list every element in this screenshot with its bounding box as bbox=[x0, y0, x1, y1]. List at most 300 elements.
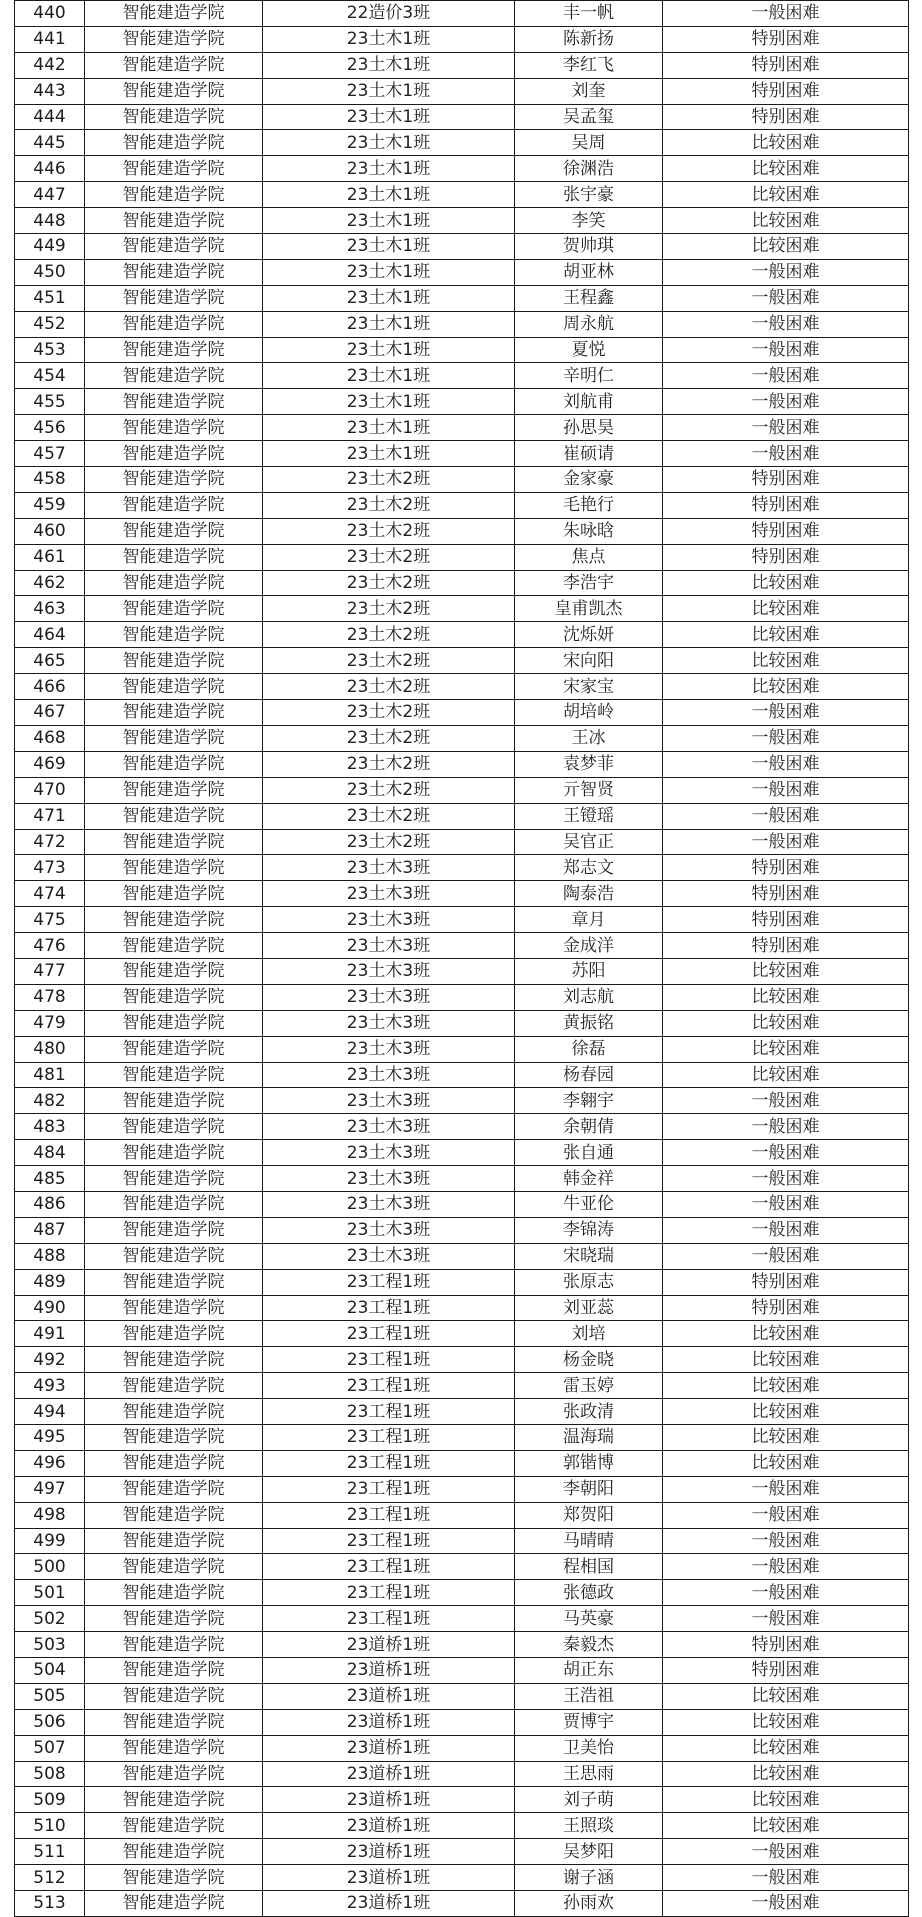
name-cell: 贺帅琪 bbox=[515, 234, 663, 260]
class-cell: 23土木3班 bbox=[263, 1166, 515, 1192]
table-row bbox=[15, 1813, 909, 1839]
difficulty-level-cell: 特别困难 bbox=[663, 26, 909, 52]
name-cell: 刘子萌 bbox=[515, 1787, 663, 1813]
name-cell: 马英豪 bbox=[515, 1606, 663, 1632]
row-number-cell: 492 bbox=[15, 1347, 85, 1373]
row-number-cell: 502 bbox=[15, 1606, 85, 1632]
row-number-cell: 488 bbox=[15, 1243, 85, 1269]
row-number-cell: 479 bbox=[15, 1010, 85, 1036]
class-cell: 23土木3班 bbox=[263, 1010, 515, 1036]
row-number-cell: 507 bbox=[15, 1735, 85, 1761]
college-cell: 智能建造学院 bbox=[85, 648, 263, 674]
name-cell: 陈新扬 bbox=[515, 26, 663, 52]
class-cell: 23土木3班 bbox=[263, 1243, 515, 1269]
difficulty-level-cell: 特别困难 bbox=[663, 104, 909, 130]
table-row bbox=[15, 130, 909, 156]
difficulty-level-cell: 一般困难 bbox=[663, 751, 909, 777]
table-row bbox=[15, 1166, 909, 1192]
table-row bbox=[15, 1321, 909, 1347]
row-number-cell: 494 bbox=[15, 1399, 85, 1425]
college-cell: 智能建造学院 bbox=[85, 1010, 263, 1036]
difficulty-level-cell: 一般困难 bbox=[663, 389, 909, 415]
difficulty-level-cell: 比较困难 bbox=[663, 1036, 909, 1062]
table-row bbox=[15, 1347, 909, 1373]
table-row bbox=[15, 544, 909, 570]
name-cell: 贾博宇 bbox=[515, 1709, 663, 1735]
name-cell: 周永航 bbox=[515, 311, 663, 337]
row-number-cell: 445 bbox=[15, 130, 85, 156]
class-cell: 23土木1班 bbox=[263, 156, 515, 182]
college-cell: 智能建造学院 bbox=[85, 1140, 263, 1166]
college-cell: 智能建造学院 bbox=[85, 1476, 263, 1502]
name-cell: 余朝倩 bbox=[515, 1114, 663, 1140]
difficulty-level-cell: 一般困难 bbox=[663, 725, 909, 751]
college-cell: 智能建造学院 bbox=[85, 1839, 263, 1865]
college-cell: 智能建造学院 bbox=[85, 1062, 263, 1088]
difficulty-level-cell: 一般困难 bbox=[663, 1, 909, 27]
table-row bbox=[15, 1865, 909, 1891]
college-cell: 智能建造学院 bbox=[85, 777, 263, 803]
name-cell: 孙雨欢 bbox=[515, 1891, 663, 1917]
class-cell: 23道桥1班 bbox=[263, 1813, 515, 1839]
difficulty-level-cell: 比较困难 bbox=[663, 958, 909, 984]
class-cell: 23道桥1班 bbox=[263, 1865, 515, 1891]
table-row bbox=[15, 492, 909, 518]
table-row bbox=[15, 674, 909, 700]
difficulty-level-cell: 一般困难 bbox=[663, 311, 909, 337]
row-number-cell: 484 bbox=[15, 1140, 85, 1166]
college-cell: 智能建造学院 bbox=[85, 829, 263, 855]
name-cell: 李锦涛 bbox=[515, 1217, 663, 1243]
class-cell: 23土木3班 bbox=[263, 1114, 515, 1140]
row-number-cell: 440 bbox=[15, 1, 85, 27]
class-cell: 23土木3班 bbox=[263, 907, 515, 933]
row-number-cell: 490 bbox=[15, 1295, 85, 1321]
class-cell: 23土木1班 bbox=[263, 441, 515, 467]
name-cell: 刘奎 bbox=[515, 78, 663, 104]
table-row bbox=[15, 984, 909, 1010]
difficulty-level-cell: 一般困难 bbox=[663, 1891, 909, 1917]
college-cell: 智能建造学院 bbox=[85, 1683, 263, 1709]
college-cell: 智能建造学院 bbox=[85, 208, 263, 234]
name-cell: 宋晓瑞 bbox=[515, 1243, 663, 1269]
name-cell: 金成洋 bbox=[515, 933, 663, 959]
class-cell: 23土木2班 bbox=[263, 803, 515, 829]
name-cell: 吴梦阳 bbox=[515, 1839, 663, 1865]
name-cell: 郭锴博 bbox=[515, 1450, 663, 1476]
row-number-cell: 471 bbox=[15, 803, 85, 829]
table-row bbox=[15, 1476, 909, 1502]
name-cell: 郑贺阳 bbox=[515, 1502, 663, 1528]
row-number-cell: 506 bbox=[15, 1709, 85, 1735]
name-cell: 袁梦菲 bbox=[515, 751, 663, 777]
difficulty-level-cell: 一般困难 bbox=[663, 1217, 909, 1243]
college-cell: 智能建造学院 bbox=[85, 78, 263, 104]
difficulty-level-cell: 一般困难 bbox=[663, 700, 909, 726]
row-number-cell: 477 bbox=[15, 958, 85, 984]
college-cell: 智能建造学院 bbox=[85, 751, 263, 777]
college-cell: 智能建造学院 bbox=[85, 1321, 263, 1347]
table-row bbox=[15, 1114, 909, 1140]
name-cell: 程相国 bbox=[515, 1554, 663, 1580]
class-cell: 23土木2班 bbox=[263, 570, 515, 596]
class-cell: 23土木1班 bbox=[263, 415, 515, 441]
college-cell: 智能建造学院 bbox=[85, 596, 263, 622]
table-row bbox=[15, 1761, 909, 1787]
name-cell: 杨金晓 bbox=[515, 1347, 663, 1373]
college-cell: 智能建造学院 bbox=[85, 1243, 263, 1269]
college-cell: 智能建造学院 bbox=[85, 1813, 263, 1839]
difficulty-level-cell: 比较困难 bbox=[663, 1010, 909, 1036]
row-number-cell: 449 bbox=[15, 234, 85, 260]
row-number-cell: 460 bbox=[15, 518, 85, 544]
difficulty-level-cell: 特别困难 bbox=[663, 467, 909, 493]
name-cell: 刘航甫 bbox=[515, 389, 663, 415]
table-row bbox=[15, 104, 909, 130]
difficulty-level-cell: 一般困难 bbox=[663, 1166, 909, 1192]
row-number-cell: 501 bbox=[15, 1580, 85, 1606]
row-number-cell: 499 bbox=[15, 1528, 85, 1554]
row-number-cell: 476 bbox=[15, 933, 85, 959]
name-cell: 孙思昊 bbox=[515, 415, 663, 441]
row-number-cell: 472 bbox=[15, 829, 85, 855]
difficulty-level-cell: 一般困难 bbox=[663, 803, 909, 829]
row-number-cell: 452 bbox=[15, 311, 85, 337]
table-row bbox=[15, 415, 909, 441]
table-row bbox=[15, 259, 909, 285]
name-cell: 谢子涵 bbox=[515, 1865, 663, 1891]
college-cell: 智能建造学院 bbox=[85, 311, 263, 337]
name-cell: 胡正东 bbox=[515, 1658, 663, 1684]
name-cell: 徐磊 bbox=[515, 1036, 663, 1062]
difficulty-level-cell: 特别困难 bbox=[663, 78, 909, 104]
table-row bbox=[15, 1735, 909, 1761]
college-cell: 智能建造学院 bbox=[85, 1606, 263, 1632]
name-cell: 张政清 bbox=[515, 1399, 663, 1425]
college-cell: 智能建造学院 bbox=[85, 1891, 263, 1917]
difficulty-level-cell: 比较困难 bbox=[663, 234, 909, 260]
row-number-cell: 498 bbox=[15, 1502, 85, 1528]
name-cell: 辛明仁 bbox=[515, 363, 663, 389]
table-row bbox=[15, 725, 909, 751]
table-row bbox=[15, 1269, 909, 1295]
table-row bbox=[15, 751, 909, 777]
row-number-cell: 495 bbox=[15, 1424, 85, 1450]
name-cell: 黄振铭 bbox=[515, 1010, 663, 1036]
class-cell: 23土木3班 bbox=[263, 1036, 515, 1062]
class-cell: 23土木2班 bbox=[263, 829, 515, 855]
name-cell: 王照琰 bbox=[515, 1813, 663, 1839]
row-number-cell: 450 bbox=[15, 259, 85, 285]
table-row bbox=[15, 1528, 909, 1554]
difficulty-level-cell: 一般困难 bbox=[663, 441, 909, 467]
table-row bbox=[15, 1554, 909, 1580]
row-number-cell: 469 bbox=[15, 751, 85, 777]
class-cell: 23土木1班 bbox=[263, 234, 515, 260]
college-cell: 智能建造学院 bbox=[85, 1502, 263, 1528]
name-cell: 李红飞 bbox=[515, 52, 663, 78]
row-number-cell: 470 bbox=[15, 777, 85, 803]
class-cell: 23土木1班 bbox=[263, 285, 515, 311]
class-cell: 23工程1班 bbox=[263, 1450, 515, 1476]
table-row bbox=[15, 208, 909, 234]
college-cell: 智能建造学院 bbox=[85, 1865, 263, 1891]
college-cell: 智能建造学院 bbox=[85, 492, 263, 518]
table-row bbox=[15, 958, 909, 984]
table-row bbox=[15, 1, 909, 27]
difficulty-level-cell: 一般困难 bbox=[663, 337, 909, 363]
difficulty-level-cell: 比较困难 bbox=[663, 1735, 909, 1761]
college-cell: 智能建造学院 bbox=[85, 700, 263, 726]
college-cell: 智能建造学院 bbox=[85, 518, 263, 544]
name-cell: 夏悦 bbox=[515, 337, 663, 363]
difficulty-level-cell: 比较困难 bbox=[663, 1321, 909, 1347]
name-cell: 王冰 bbox=[515, 725, 663, 751]
name-cell: 金家豪 bbox=[515, 467, 663, 493]
college-cell: 智能建造学院 bbox=[85, 130, 263, 156]
difficulty-level-cell: 一般困难 bbox=[663, 1606, 909, 1632]
table-row bbox=[15, 1580, 909, 1606]
name-cell: 韩金祥 bbox=[515, 1166, 663, 1192]
class-cell: 23工程1班 bbox=[263, 1528, 515, 1554]
college-cell: 智能建造学院 bbox=[85, 984, 263, 1010]
table-row bbox=[15, 1787, 909, 1813]
table-row bbox=[15, 648, 909, 674]
name-cell: 刘亚蕊 bbox=[515, 1295, 663, 1321]
class-cell: 23土木2班 bbox=[263, 518, 515, 544]
difficulty-level-cell: 一般困难 bbox=[663, 363, 909, 389]
row-number-cell: 491 bbox=[15, 1321, 85, 1347]
difficulty-level-cell: 比较困难 bbox=[663, 648, 909, 674]
college-cell: 智能建造学院 bbox=[85, 933, 263, 959]
class-cell: 23土木3班 bbox=[263, 881, 515, 907]
college-cell: 智能建造学院 bbox=[85, 1269, 263, 1295]
college-cell: 智能建造学院 bbox=[85, 104, 263, 130]
difficulty-level-cell: 一般困难 bbox=[663, 1865, 909, 1891]
table-row bbox=[15, 285, 909, 311]
row-number-cell: 486 bbox=[15, 1191, 85, 1217]
table-row bbox=[15, 1424, 909, 1450]
name-cell: 章月 bbox=[515, 907, 663, 933]
table-row bbox=[15, 1502, 909, 1528]
table-row bbox=[15, 337, 909, 363]
difficulty-level-cell: 一般困难 bbox=[663, 259, 909, 285]
row-number-cell: 463 bbox=[15, 596, 85, 622]
row-number-cell: 483 bbox=[15, 1114, 85, 1140]
difficulty-level-cell: 比较困难 bbox=[663, 182, 909, 208]
name-cell: 李朝阳 bbox=[515, 1476, 663, 1502]
difficulty-level-cell: 比较困难 bbox=[663, 1424, 909, 1450]
class-cell: 23道桥1班 bbox=[263, 1709, 515, 1735]
college-cell: 智能建造学院 bbox=[85, 363, 263, 389]
table-row bbox=[15, 1450, 909, 1476]
name-cell: 皇甫凯杰 bbox=[515, 596, 663, 622]
college-cell: 智能建造学院 bbox=[85, 1166, 263, 1192]
table-row bbox=[15, 803, 909, 829]
row-number-cell: 478 bbox=[15, 984, 85, 1010]
difficulty-level-cell: 比较困难 bbox=[663, 1062, 909, 1088]
difficulty-level-cell: 特别困难 bbox=[663, 492, 909, 518]
row-number-cell: 481 bbox=[15, 1062, 85, 1088]
table-row bbox=[15, 1683, 909, 1709]
college-cell: 智能建造学院 bbox=[85, 803, 263, 829]
name-cell: 焦点 bbox=[515, 544, 663, 570]
name-cell: 张原志 bbox=[515, 1269, 663, 1295]
difficulty-level-cell: 一般困难 bbox=[663, 415, 909, 441]
name-cell: 宋家宝 bbox=[515, 674, 663, 700]
difficulty-level-cell: 特别困难 bbox=[663, 1295, 909, 1321]
college-cell: 智能建造学院 bbox=[85, 1036, 263, 1062]
table-row bbox=[15, 1088, 909, 1114]
row-number-cell: 474 bbox=[15, 881, 85, 907]
table-row bbox=[15, 881, 909, 907]
difficulty-level-cell: 一般困难 bbox=[663, 1114, 909, 1140]
row-number-cell: 459 bbox=[15, 492, 85, 518]
row-number-cell: 447 bbox=[15, 182, 85, 208]
college-cell: 智能建造学院 bbox=[85, 285, 263, 311]
difficulty-level-cell: 一般困难 bbox=[663, 1554, 909, 1580]
table-row bbox=[15, 1243, 909, 1269]
row-number-cell: 509 bbox=[15, 1787, 85, 1813]
difficulty-level-cell: 一般困难 bbox=[663, 1088, 909, 1114]
name-cell: 王镫瑶 bbox=[515, 803, 663, 829]
difficulty-level-cell: 比较困难 bbox=[663, 1373, 909, 1399]
row-number-cell: 443 bbox=[15, 78, 85, 104]
difficulty-level-cell: 特别困难 bbox=[663, 544, 909, 570]
difficulty-level-cell: 特别困难 bbox=[663, 907, 909, 933]
name-cell: 李浩宇 bbox=[515, 570, 663, 596]
row-number-cell: 468 bbox=[15, 725, 85, 751]
difficulty-level-cell: 比较困难 bbox=[663, 570, 909, 596]
college-cell: 智能建造学院 bbox=[85, 26, 263, 52]
college-cell: 智能建造学院 bbox=[85, 907, 263, 933]
row-number-cell: 475 bbox=[15, 907, 85, 933]
table-row bbox=[15, 52, 909, 78]
table-row bbox=[15, 1839, 909, 1865]
name-cell: 李笑 bbox=[515, 208, 663, 234]
difficulty-level-cell: 比较困难 bbox=[663, 1399, 909, 1425]
row-number-cell: 467 bbox=[15, 700, 85, 726]
table-row bbox=[15, 78, 909, 104]
college-cell: 智能建造学院 bbox=[85, 1632, 263, 1658]
name-cell: 刘志航 bbox=[515, 984, 663, 1010]
class-cell: 23道桥1班 bbox=[263, 1761, 515, 1787]
class-cell: 23土木2班 bbox=[263, 777, 515, 803]
class-cell: 23土木3班 bbox=[263, 1217, 515, 1243]
difficulty-level-cell: 一般困难 bbox=[663, 777, 909, 803]
class-cell: 23道桥1班 bbox=[263, 1658, 515, 1684]
row-number-cell: 480 bbox=[15, 1036, 85, 1062]
table-row bbox=[15, 1373, 909, 1399]
difficulty-level-cell: 比较困难 bbox=[663, 1761, 909, 1787]
table-row bbox=[15, 829, 909, 855]
class-cell: 23工程1班 bbox=[263, 1269, 515, 1295]
college-cell: 智能建造学院 bbox=[85, 570, 263, 596]
college-cell: 智能建造学院 bbox=[85, 1787, 263, 1813]
table-row bbox=[15, 1062, 909, 1088]
class-cell: 22造价3班 bbox=[263, 1, 515, 27]
table-row bbox=[15, 156, 909, 182]
difficulty-level-cell: 特别困难 bbox=[663, 1658, 909, 1684]
name-cell: 沈烁妍 bbox=[515, 622, 663, 648]
college-cell: 智能建造学院 bbox=[85, 52, 263, 78]
college-cell: 智能建造学院 bbox=[85, 1191, 263, 1217]
college-cell: 智能建造学院 bbox=[85, 1450, 263, 1476]
class-cell: 23土木1班 bbox=[263, 26, 515, 52]
difficulty-level-cell: 比较困难 bbox=[663, 1787, 909, 1813]
difficulty-level-cell: 一般困难 bbox=[663, 829, 909, 855]
table-row bbox=[15, 855, 909, 881]
difficulty-level-cell: 一般困难 bbox=[663, 1243, 909, 1269]
class-cell: 23工程1班 bbox=[263, 1502, 515, 1528]
college-cell: 智能建造学院 bbox=[85, 415, 263, 441]
row-number-cell: 464 bbox=[15, 622, 85, 648]
name-cell: 雷玉婷 bbox=[515, 1373, 663, 1399]
table-row bbox=[15, 467, 909, 493]
table-row bbox=[15, 311, 909, 337]
class-cell: 23土木1班 bbox=[263, 259, 515, 285]
class-cell: 23工程1班 bbox=[263, 1295, 515, 1321]
name-cell: 毛艳行 bbox=[515, 492, 663, 518]
row-number-cell: 451 bbox=[15, 285, 85, 311]
row-number-cell: 511 bbox=[15, 1839, 85, 1865]
class-cell: 23土木2班 bbox=[263, 596, 515, 622]
difficulty-level-cell: 一般困难 bbox=[663, 1528, 909, 1554]
college-cell: 智能建造学院 bbox=[85, 725, 263, 751]
table-row bbox=[15, 441, 909, 467]
class-cell: 23土木3班 bbox=[263, 984, 515, 1010]
row-number-cell: 458 bbox=[15, 467, 85, 493]
name-cell: 卫美怡 bbox=[515, 1735, 663, 1761]
name-cell: 李翱宇 bbox=[515, 1088, 663, 1114]
college-cell: 智能建造学院 bbox=[85, 1373, 263, 1399]
class-cell: 23土木2班 bbox=[263, 544, 515, 570]
college-cell: 智能建造学院 bbox=[85, 259, 263, 285]
difficulty-level-cell: 一般困难 bbox=[663, 1502, 909, 1528]
class-cell: 23土木2班 bbox=[263, 725, 515, 751]
row-number-cell: 493 bbox=[15, 1373, 85, 1399]
college-cell: 智能建造学院 bbox=[85, 234, 263, 260]
row-number-cell: 489 bbox=[15, 1269, 85, 1295]
row-number-cell: 454 bbox=[15, 363, 85, 389]
name-cell: 徐渊浩 bbox=[515, 156, 663, 182]
class-cell: 23土木1班 bbox=[263, 311, 515, 337]
college-cell: 智能建造学院 bbox=[85, 441, 263, 467]
class-cell: 23土木3班 bbox=[263, 855, 515, 881]
table-row bbox=[15, 700, 909, 726]
college-cell: 智能建造学院 bbox=[85, 1217, 263, 1243]
class-cell: 23道桥1班 bbox=[263, 1891, 515, 1917]
row-number-cell: 448 bbox=[15, 208, 85, 234]
name-cell: 朱咏晗 bbox=[515, 518, 663, 544]
college-cell: 智能建造学院 bbox=[85, 958, 263, 984]
difficulty-level-cell: 一般困难 bbox=[663, 1580, 909, 1606]
table-row bbox=[15, 1140, 909, 1166]
college-cell: 智能建造学院 bbox=[85, 1295, 263, 1321]
name-cell: 宋向阳 bbox=[515, 648, 663, 674]
table-row bbox=[15, 933, 909, 959]
row-number-cell: 446 bbox=[15, 156, 85, 182]
class-cell: 23土木3班 bbox=[263, 1191, 515, 1217]
name-cell: 苏阳 bbox=[515, 958, 663, 984]
name-cell: 陶泰浩 bbox=[515, 881, 663, 907]
class-cell: 23道桥1班 bbox=[263, 1839, 515, 1865]
name-cell: 胡培岭 bbox=[515, 700, 663, 726]
name-cell: 温海瑞 bbox=[515, 1424, 663, 1450]
difficulty-level-cell: 特别困难 bbox=[663, 518, 909, 544]
difficulty-level-cell: 一般困难 bbox=[663, 1140, 909, 1166]
name-cell: 王程鑫 bbox=[515, 285, 663, 311]
